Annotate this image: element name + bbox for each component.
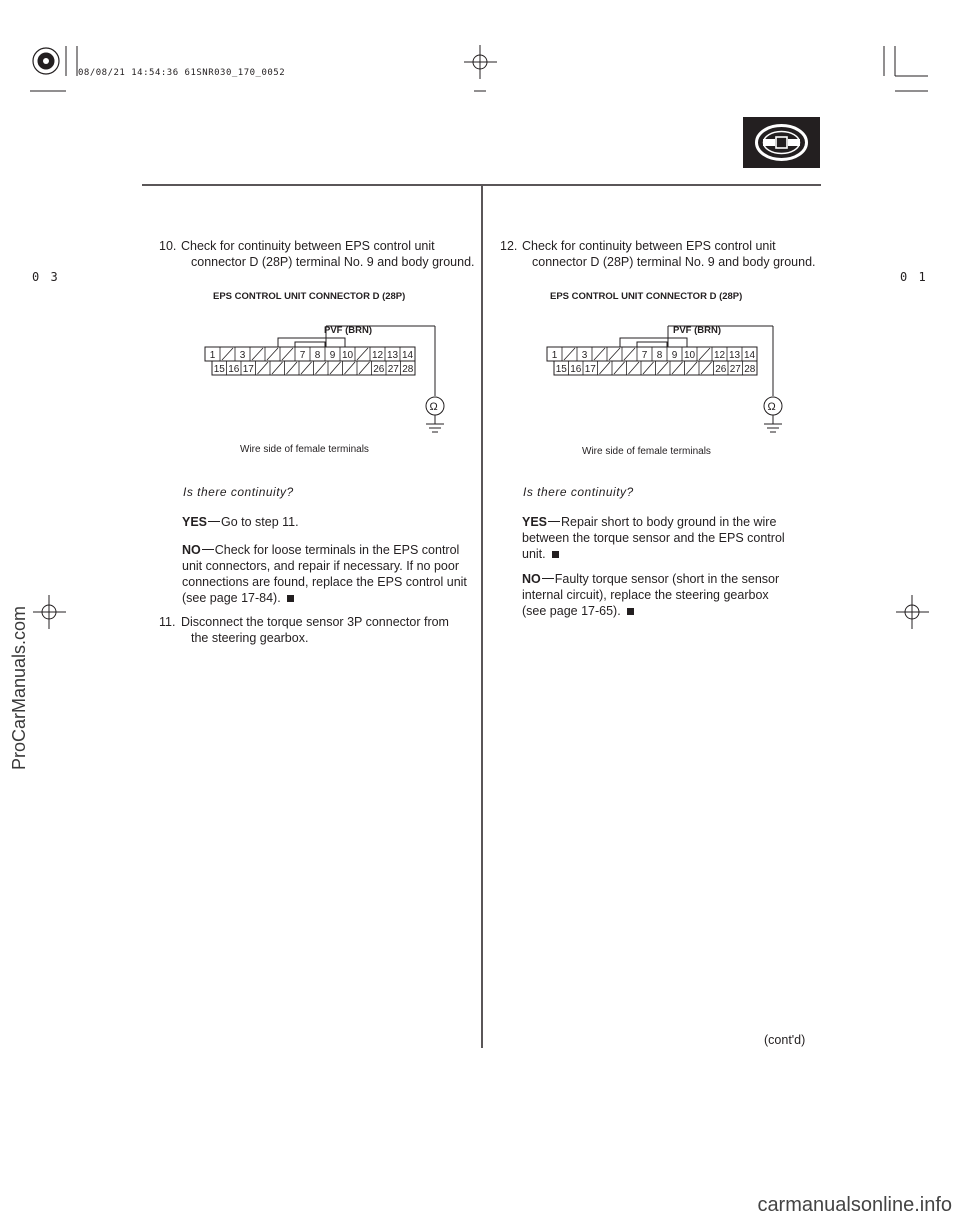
- terminal-number: 10: [683, 350, 696, 361]
- terminal-number: 17: [242, 364, 254, 375]
- terminal-number: 28: [744, 364, 756, 375]
- terminal-number: 27: [387, 364, 399, 375]
- wire-label: PVF (BRN): [324, 325, 373, 336]
- connector-title: EPS CONTROL UNIT CONNECTOR D (28P): [213, 291, 406, 302]
- answer-no: [522, 571, 779, 619]
- no-text: (see page 17-65).: [522, 604, 621, 618]
- terminal-number: 7: [299, 350, 306, 361]
- unused-terminal-slash: [301, 362, 312, 374]
- unused-terminal-slash: [614, 362, 625, 374]
- terminal-row-top: [552, 347, 756, 361]
- no-text: internal circuit), replace the steering gearbox: [522, 588, 769, 602]
- terminal-number: 13: [386, 350, 399, 361]
- answer-yes: [182, 514, 299, 530]
- section-badge: [743, 117, 820, 168]
- continued-note: (cont'd): [764, 1033, 806, 1047]
- unused-terminal-slash: [594, 348, 605, 360]
- step-number: 12.: [500, 239, 518, 253]
- unused-terminal-slash: [624, 348, 635, 360]
- terminal-number: 1: [551, 350, 558, 361]
- unused-terminal-slash: [564, 348, 575, 360]
- step-text: Check for continuity between EPS control unit: [181, 239, 435, 253]
- yes-label: YES: [182, 515, 208, 529]
- connector-title: EPS CONTROL UNIT CONNECTOR D (28P): [550, 291, 743, 302]
- terminal-number: 9: [329, 350, 336, 361]
- step-10: [159, 238, 479, 272]
- unused-terminal-slash: [272, 362, 283, 374]
- step-text: connector D (28P) terminal No. 9 and body ground.: [191, 255, 475, 269]
- yes-text: unit.: [522, 547, 546, 561]
- unused-terminal-slash: [359, 362, 370, 374]
- unused-terminal-slash: [252, 348, 263, 360]
- terminal-number: 14: [743, 350, 756, 361]
- step-number: 11.: [159, 615, 176, 629]
- answer-no: [182, 542, 467, 606]
- unused-terminal-slash: [609, 348, 620, 360]
- unused-terminal-slash: [701, 362, 712, 374]
- step-text: connector D (28P) terminal No. 9 and body ground.: [532, 255, 816, 269]
- step-12: [500, 238, 820, 272]
- terminal-number: 16: [228, 364, 240, 375]
- unused-terminal-slash: [345, 362, 356, 374]
- unused-terminal-slash: [258, 362, 269, 374]
- terminal-number: 3: [581, 350, 588, 361]
- terminal-number: 14: [401, 350, 414, 361]
- connector-caption: Wire side of female terminals: [582, 446, 711, 457]
- page-code-right: 0 1: [900, 270, 928, 284]
- no-text: (see page 17-84).: [182, 591, 281, 605]
- no-label: NO: [522, 572, 541, 586]
- wire-label: PVF (BRN): [673, 325, 722, 336]
- terminal-number: 9: [671, 350, 678, 361]
- unused-terminal-slash: [699, 348, 710, 360]
- terminal-number: 8: [656, 350, 663, 361]
- unused-terminal-slash: [672, 362, 683, 374]
- terminal-number: 28: [402, 364, 414, 375]
- steering-wheel-icon: [743, 117, 820, 168]
- step-text: the steering gearbox.: [191, 631, 309, 645]
- connector-caption: Wire side of female terminals: [240, 444, 369, 455]
- unused-terminal-slash: [357, 348, 368, 360]
- unused-terminal-slash: [267, 348, 278, 360]
- terminal-row-bottom: [214, 361, 414, 375]
- connector-diagram: [542, 318, 802, 443]
- page-code-left: 0 3: [32, 270, 60, 284]
- ohm-meter-icon: Ω: [429, 401, 438, 413]
- yes-label: YES: [522, 515, 548, 529]
- step-text: Disconnect the torque sensor 3P connector from: [181, 615, 449, 629]
- terminal-number: 26: [715, 364, 727, 375]
- terminal-number: 8: [314, 350, 321, 361]
- end-mark-icon: [287, 595, 294, 602]
- terminal-number: 15: [555, 364, 567, 375]
- watermark-bottom: carmanualsonline.info: [757, 1194, 952, 1216]
- answer-yes: [522, 514, 785, 562]
- watermark-left: ProCarManuals.com: [9, 605, 29, 770]
- unused-terminal-slash: [316, 362, 327, 374]
- terminal-number: 1: [209, 350, 216, 361]
- yes-text: between the torque sensor and the EPS control: [522, 531, 785, 545]
- no-text: unit connectors, and repair if necessary. If no poor: [182, 559, 460, 573]
- no-text: Check for loose terminals in the EPS control: [214, 543, 460, 557]
- question: Is there continuity?: [523, 485, 634, 499]
- unused-terminal-slash: [643, 362, 654, 374]
- unused-terminal-slash: [629, 362, 640, 374]
- ohm-meter-icon: Ω: [767, 401, 776, 413]
- unused-terminal-slash: [330, 362, 341, 374]
- yes-text: Repair short to body ground in the wire: [561, 515, 777, 529]
- terminal-number: 27: [729, 364, 741, 375]
- terminal-number: 13: [728, 350, 741, 361]
- unused-terminal-slash: [287, 362, 298, 374]
- unused-terminal-slash: [687, 362, 698, 374]
- terminal-number: 3: [239, 350, 246, 361]
- terminal-number: 10: [341, 350, 354, 361]
- connector-diagram: [200, 318, 460, 443]
- end-mark-icon: [552, 551, 559, 558]
- yes-text: Go to step 11.: [221, 515, 299, 529]
- print-timestamp: 08/08/21 14:54:36 61SNR030_170_0052: [78, 68, 286, 78]
- no-text: connections are found, replace the EPS control unit: [182, 575, 467, 589]
- terminal-number: 12: [371, 350, 384, 361]
- terminal-number: 26: [373, 364, 385, 375]
- question: Is there continuity?: [183, 485, 294, 499]
- step-number: 10.: [159, 239, 177, 253]
- terminal-number: 16: [570, 364, 582, 375]
- terminal-number: 12: [713, 350, 726, 361]
- unused-terminal-slash: [222, 348, 233, 360]
- end-mark-icon: [627, 608, 634, 615]
- unused-terminal-slash: [600, 362, 611, 374]
- unused-terminal-slash: [282, 348, 293, 360]
- terminal-number: 7: [641, 350, 648, 361]
- terminal-number: 15: [213, 364, 225, 375]
- step-text: Check for continuity between EPS control unit: [522, 239, 776, 253]
- terminal-row-bottom: [556, 361, 756, 375]
- terminal-number: 17: [584, 364, 596, 375]
- terminal-row-top: [210, 347, 414, 361]
- no-label: NO: [182, 543, 201, 557]
- no-text: Faulty torque sensor (short in the sensor: [554, 572, 780, 586]
- unused-terminal-slash: [658, 362, 669, 374]
- step-11: [159, 614, 479, 648]
